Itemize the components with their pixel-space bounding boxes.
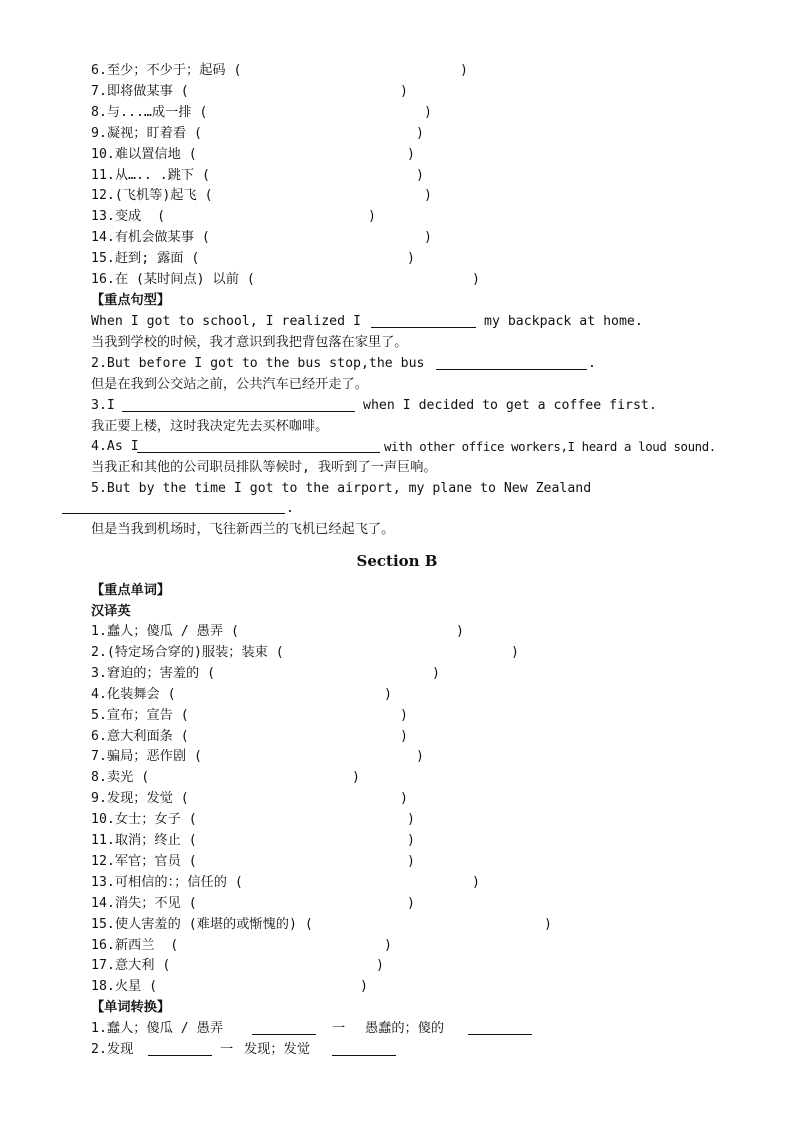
- sentence-1-en-tail: my backpack at home.: [484, 314, 643, 329]
- conversion-2-blank-2[interactable]: [332, 1055, 396, 1056]
- vocab-b-item-answer-slot[interactable]: ): [400, 791, 408, 806]
- vocab-b-item-label: 10.女士；女子 (: [91, 812, 197, 827]
- vocab-a-item-answer-slot[interactable]: ): [407, 147, 415, 162]
- vocab-b-item-label: 1.蠢人；傻瓜 / 愚弄 (: [91, 624, 239, 639]
- vocab-b-item-label: 4.化装舞会 (: [91, 687, 176, 702]
- vocab-b-item-label: 2.(特定场合穿的)服装；装束 (: [91, 645, 284, 660]
- word-conversion-heading: 【单词转换】: [91, 1000, 171, 1015]
- sentence-2-en-tail: .: [588, 356, 596, 371]
- vocab-a-item-answer-slot[interactable]: ): [460, 63, 468, 78]
- vocab-b-item-answer-slot[interactable]: ): [400, 729, 408, 744]
- vocab-a-item-answer-slot[interactable]: ): [416, 168, 424, 183]
- section-b-title: Section B: [356, 552, 438, 570]
- sentence-4-en-tail: with other office workers,I heard a loud sound.: [384, 439, 716, 454]
- vocab-a-item-label: 6.至少；不少于；起码 (: [91, 63, 242, 78]
- vocab-b-item-answer-slot[interactable]: ): [376, 958, 384, 973]
- vocab-a-item-label: 10.难以置信地 (: [91, 147, 197, 162]
- conversion-1-part1: 1.蠢人；傻瓜 / 愚弄: [91, 1021, 224, 1036]
- sentence-3-en: 3.I: [91, 398, 115, 413]
- vocab-a-item-answer-slot[interactable]: ): [472, 272, 480, 287]
- conversion-1-part2: 愚蠢的；傻的: [365, 1021, 445, 1036]
- vocab-b-item-label: 3.窘迫的；害羞的 (: [91, 666, 216, 681]
- vocab-b-item-answer-slot[interactable]: ): [544, 917, 552, 932]
- vocab-b-item-answer-slot[interactable]: ): [456, 624, 464, 639]
- sentence-4-zh: 当我正和其他的公司职员排队等候时, 我听到了一声巨响。: [91, 460, 437, 475]
- conversion-2-sep: 一: [220, 1042, 234, 1057]
- vocab-b-item-answer-slot[interactable]: ): [407, 896, 415, 911]
- vocab-b-item-label: 16.新西兰 (: [91, 938, 179, 953]
- vocab-b-item-answer-slot[interactable]: ): [511, 645, 519, 660]
- sentence-3-zh: 我正要上楼，这时我决定先去买杯咖啡。: [91, 419, 329, 434]
- conversion-1-blank-1[interactable]: [252, 1034, 316, 1035]
- vocab-a-item-label: 16.在 (某时间点) 以前 (: [91, 272, 255, 287]
- sentence-3-blank[interactable]: [122, 411, 355, 412]
- conversion-2-blank-1[interactable]: [148, 1055, 212, 1056]
- sentence-1-en: When I got to school, I realized I: [91, 314, 361, 329]
- vocab-b-item-answer-slot[interactable]: ): [384, 938, 392, 953]
- vocab-a-item-label: 7.即将做某事 (: [91, 84, 189, 99]
- vocab-b-item-label: 6.意大利面条 (: [91, 729, 189, 744]
- vocab-b-item-answer-slot[interactable]: ): [407, 854, 415, 869]
- translate-heading: 汉译英: [91, 604, 131, 619]
- vocab-b-item-answer-slot[interactable]: ): [416, 749, 424, 764]
- vocab-b-item-label: 18.火星 (: [91, 979, 158, 994]
- vocab-b-item-label: 15.使人害羞的 (难堪的或惭愧的) (: [91, 917, 313, 932]
- conversion-2-part2: 发现；发觉: [244, 1042, 310, 1057]
- vocab-a-item-answer-slot[interactable]: ): [400, 84, 408, 99]
- vocab-a-item-label: 12.(飞机等)起飞 (: [91, 188, 213, 203]
- vocab-a-item-answer-slot[interactable]: ): [368, 209, 376, 224]
- sentence-5-en-tail: .: [286, 501, 294, 516]
- vocab-b-item-answer-slot[interactable]: ): [400, 708, 408, 723]
- sentence-4-blank[interactable]: [137, 452, 380, 453]
- vocab-b-item-label: 14.消失；不见 (: [91, 896, 197, 911]
- vocab-b-item-answer-slot[interactable]: ): [472, 875, 480, 890]
- conversion-1-sep: 一: [332, 1021, 346, 1036]
- vocab-a-item-label: 13.变成 (: [91, 209, 166, 224]
- sentence-1-zh: 当我到学校的时候，我才意识到我把背包落在家里了。: [91, 335, 408, 350]
- vocab-b-item-label: 5.宣布；宣告 (: [91, 708, 189, 723]
- sentence-2-en: 2.But before I got to the bus stop,the bus: [91, 356, 425, 371]
- vocab-b-item-label: 17.意大利 (: [91, 958, 171, 973]
- vocab-a-item-answer-slot[interactable]: ): [407, 251, 415, 266]
- vocab-b-item-label: 11.取消；终止 (: [91, 833, 197, 848]
- vocab-b-item-label: 9.发现；发觉 (: [91, 791, 189, 806]
- vocab-a-item-label: 15.赶到; 露面 (: [91, 251, 200, 266]
- vocab-a-item-label: 9.凝视；盯着看 (: [91, 126, 202, 141]
- vocab-a-item-label: 11.从….. .跳下 (: [91, 168, 210, 183]
- vocab-b-item-answer-slot[interactable]: ): [432, 666, 440, 681]
- sentence-2-blank[interactable]: [436, 369, 587, 370]
- vocab-b-item-answer-slot[interactable]: ): [407, 812, 415, 827]
- vocab-b-item-label: 7.骗局；恶作剧 (: [91, 749, 202, 764]
- vocab-b-item-answer-slot[interactable]: ): [407, 833, 415, 848]
- sentence-5-en: 5.But by the time I got to the airport, my plane to New Zealand: [91, 481, 592, 496]
- vocab-a-item-answer-slot[interactable]: ): [424, 188, 432, 203]
- conversion-1-blank-2[interactable]: [468, 1034, 532, 1035]
- vocab-b-item-label: 13.可相信的：；信任的 (: [91, 875, 243, 890]
- vocab-a-item-label: 8.与...…成一排 (: [91, 105, 208, 120]
- vocab-b-item-answer-slot[interactable]: ): [384, 687, 392, 702]
- sentence-patterns-heading: 【重点句型】: [91, 293, 171, 308]
- sentence-2-zh: 但是在我到公交站之前，公共汽车已经开走了。: [91, 377, 368, 392]
- sentence-4-en: 4.As I: [91, 439, 139, 454]
- sentence-5-zh: 但是当我到机场时，飞往新西兰的飞机已经起飞了。: [91, 522, 395, 537]
- sentence-5-blank[interactable]: [62, 513, 285, 514]
- sentence-3-en-tail: when I decided to get a coffee first.: [363, 398, 657, 413]
- conversion-2-part1: 2.发现: [91, 1042, 134, 1057]
- vocab-b-item-answer-slot[interactable]: ): [360, 979, 368, 994]
- vocab-a-item-answer-slot[interactable]: ): [416, 126, 424, 141]
- vocab-a-item-answer-slot[interactable]: ): [424, 230, 432, 245]
- vocab-a-item-answer-slot[interactable]: ): [424, 105, 432, 120]
- vocab-b-item-label: 8.卖光 (: [91, 770, 150, 785]
- key-words-heading: 【重点单词】: [91, 583, 171, 598]
- vocab-b-item-answer-slot[interactable]: ): [352, 770, 360, 785]
- sentence-1-blank[interactable]: [371, 327, 476, 328]
- vocab-b-item-label: 12.军官；官员 (: [91, 854, 197, 869]
- vocab-a-item-label: 14.有机会做某事 (: [91, 230, 210, 245]
